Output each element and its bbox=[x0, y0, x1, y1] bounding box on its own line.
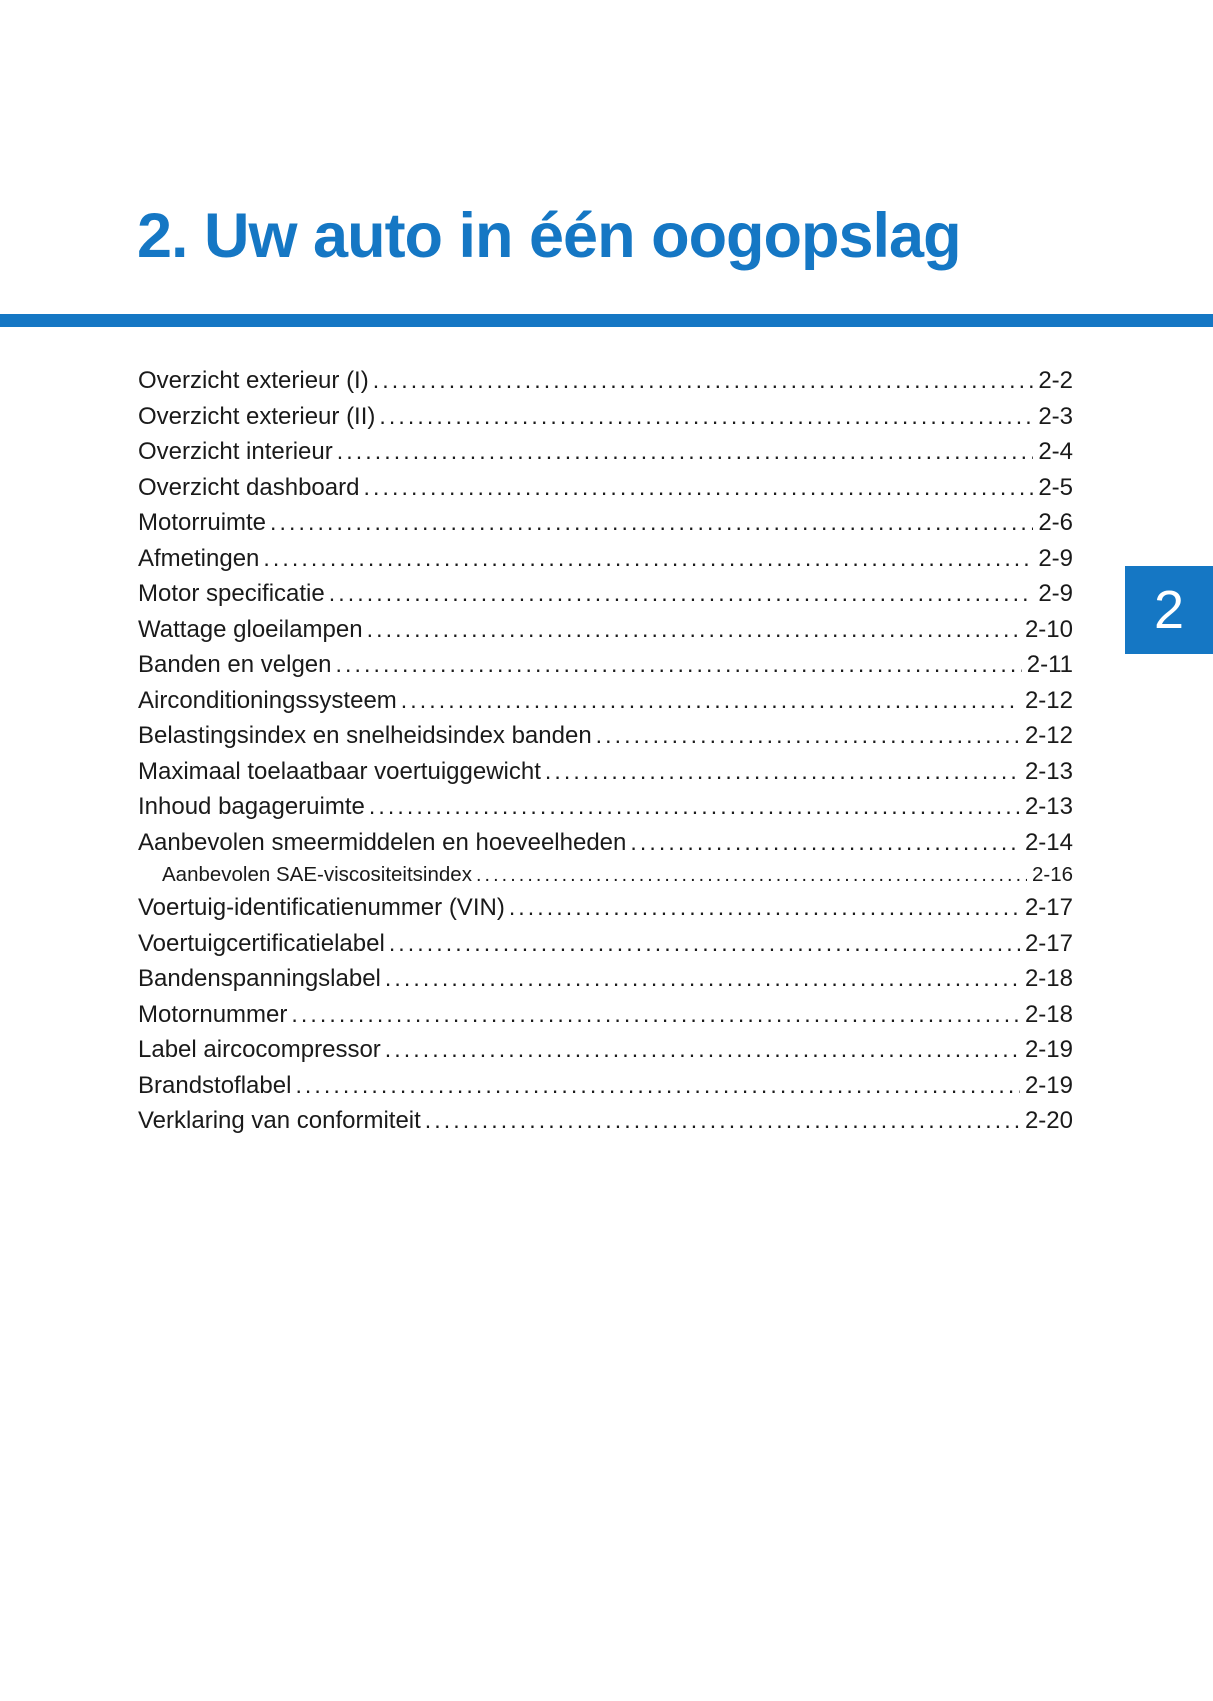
toc-entry-label: Banden en velgen bbox=[138, 651, 332, 678]
toc-entry-label: Belastingsindex en snelheidsindex banden bbox=[138, 722, 592, 749]
toc-entry-label: Afmetingen bbox=[138, 544, 260, 572]
toc-entry-label: Voertuigcertificatielabel bbox=[138, 929, 385, 957]
toc-entry-label: Overzicht exterieur (II) bbox=[138, 402, 376, 430]
toc-entry-label: Motor specificatie bbox=[138, 580, 325, 607]
toc-entry-label: Overzicht exterieur (I) bbox=[138, 367, 369, 394]
chapter-tab-number: 2 bbox=[1153, 580, 1185, 640]
toc-entry-page: 2-19 bbox=[1024, 1071, 1073, 1099]
toc-entry-page: 2-11 bbox=[1026, 651, 1073, 678]
toc-entry[interactable] bbox=[138, 1032, 1073, 1068]
toc-entry-page: 2-12 bbox=[1024, 722, 1073, 749]
toc-entry-label: Wattage gloeilampen bbox=[138, 615, 363, 643]
toc-dot-leader bbox=[596, 718, 1020, 754]
toc-dot-leader bbox=[263, 541, 1033, 577]
toc-entry[interactable] bbox=[138, 576, 1073, 612]
title-rule-divider bbox=[0, 314, 1213, 327]
toc-entry-page: 2-19 bbox=[1024, 1036, 1073, 1063]
toc-dot-leader bbox=[367, 612, 1020, 648]
toc-entry[interactable] bbox=[138, 961, 1073, 997]
toc-dot-leader bbox=[369, 789, 1020, 825]
toc-entry-page: 2-9 bbox=[1038, 580, 1073, 607]
toc-entry-page: 2-13 bbox=[1024, 793, 1073, 820]
toc-entry-label: Motorruimte bbox=[138, 509, 267, 536]
toc-dot-leader bbox=[401, 683, 1020, 719]
toc-entry-label: Inhoud bagageruimte bbox=[138, 793, 365, 820]
toc-entry-label: Overzicht dashboard bbox=[138, 473, 360, 501]
toc-entry-label: Maximaal toelaatbaar voertuiggewicht bbox=[138, 757, 541, 785]
toc-dot-leader bbox=[389, 926, 1020, 962]
toc-entry-page: 2-17 bbox=[1024, 894, 1073, 921]
toc-entry[interactable] bbox=[138, 1103, 1073, 1139]
toc-dot-leader bbox=[425, 1103, 1020, 1139]
toc-entry-label: Label aircocompressor bbox=[138, 1036, 381, 1063]
toc-entry[interactable] bbox=[138, 612, 1073, 648]
toc-entry[interactable] bbox=[138, 926, 1073, 962]
toc-entry-label: Voertuig-identificatienummer (VIN) bbox=[138, 894, 505, 921]
toc-dot-leader bbox=[295, 1068, 1020, 1104]
toc-entry[interactable] bbox=[138, 754, 1073, 790]
chapter-tab bbox=[1125, 566, 1213, 654]
toc-entry-page: 2-18 bbox=[1024, 965, 1073, 992]
toc-entry[interactable] bbox=[138, 647, 1073, 683]
toc-entry[interactable] bbox=[138, 541, 1073, 577]
toc-entry-page: 2-5 bbox=[1038, 473, 1073, 501]
toc-dot-leader bbox=[509, 890, 1020, 926]
toc-dot-leader bbox=[270, 505, 1033, 541]
toc-entry-label: Motornummer bbox=[138, 1000, 288, 1028]
toc-entry-page: 2-18 bbox=[1024, 1000, 1073, 1028]
toc-entry[interactable] bbox=[138, 1068, 1073, 1104]
toc-entry-label: Overzicht interieur bbox=[138, 438, 333, 465]
toc-entry-page: 2-3 bbox=[1038, 402, 1073, 430]
toc-entry-page: 2-16 bbox=[1031, 863, 1073, 886]
toc-dot-leader bbox=[385, 961, 1020, 997]
toc-dot-leader bbox=[476, 860, 1027, 890]
toc-dot-leader bbox=[363, 470, 1033, 506]
toc-dot-leader bbox=[630, 825, 1020, 861]
toc-entry-page: 2-9 bbox=[1038, 544, 1073, 572]
toc-entry[interactable] bbox=[138, 825, 1073, 861]
toc-entry-page: 2-13 bbox=[1024, 757, 1073, 785]
toc-entry-label: Verklaring van conformiteit bbox=[138, 1107, 421, 1134]
toc-entry-page: 2-17 bbox=[1024, 929, 1073, 957]
toc-entry-label: Airconditioningssysteem bbox=[138, 686, 397, 714]
toc-dot-leader bbox=[336, 647, 1022, 683]
chapter-title: 2. Uw auto in één oogopslag bbox=[137, 201, 961, 271]
toc-entry[interactable] bbox=[138, 399, 1073, 435]
toc-entry-page: 2-4 bbox=[1038, 438, 1073, 465]
toc-entry[interactable] bbox=[138, 470, 1073, 506]
toc-entry[interactable] bbox=[138, 683, 1073, 719]
toc-entry-page: 2-12 bbox=[1024, 686, 1073, 714]
toc-entry-label: Bandenspanningslabel bbox=[138, 965, 381, 992]
toc-dot-leader bbox=[379, 399, 1033, 435]
toc-entry[interactable] bbox=[138, 363, 1073, 399]
toc-entry[interactable] bbox=[138, 890, 1073, 926]
toc-entry[interactable] bbox=[138, 434, 1073, 470]
toc-entry-page: 2-2 bbox=[1038, 367, 1073, 394]
toc-entry-page: 2-14 bbox=[1024, 828, 1073, 856]
toc-dot-leader bbox=[291, 997, 1020, 1033]
toc-subentry[interactable] bbox=[138, 860, 1073, 890]
toc-dot-leader bbox=[337, 434, 1034, 470]
toc-entry-label: Aanbevolen SAE-viscositeitsindex bbox=[162, 863, 472, 886]
toc-dot-leader bbox=[329, 576, 1034, 612]
toc-entry[interactable] bbox=[138, 718, 1073, 754]
toc-dot-leader bbox=[545, 754, 1020, 790]
toc-entry[interactable] bbox=[138, 789, 1073, 825]
toc-entry-page: 2-6 bbox=[1038, 509, 1073, 536]
toc-entry-page: 2-20 bbox=[1024, 1107, 1073, 1134]
toc-entry[interactable] bbox=[138, 505, 1073, 541]
toc-entry[interactable] bbox=[138, 997, 1073, 1033]
toc-list bbox=[138, 363, 1073, 1139]
toc-dot-leader bbox=[373, 363, 1034, 399]
toc-entry-label: Brandstoflabel bbox=[138, 1071, 292, 1099]
toc-entry-page: 2-10 bbox=[1024, 615, 1073, 643]
toc-dot-leader bbox=[385, 1032, 1020, 1068]
toc-entry-label: Aanbevolen smeermiddelen en hoeveelheden bbox=[138, 828, 627, 856]
